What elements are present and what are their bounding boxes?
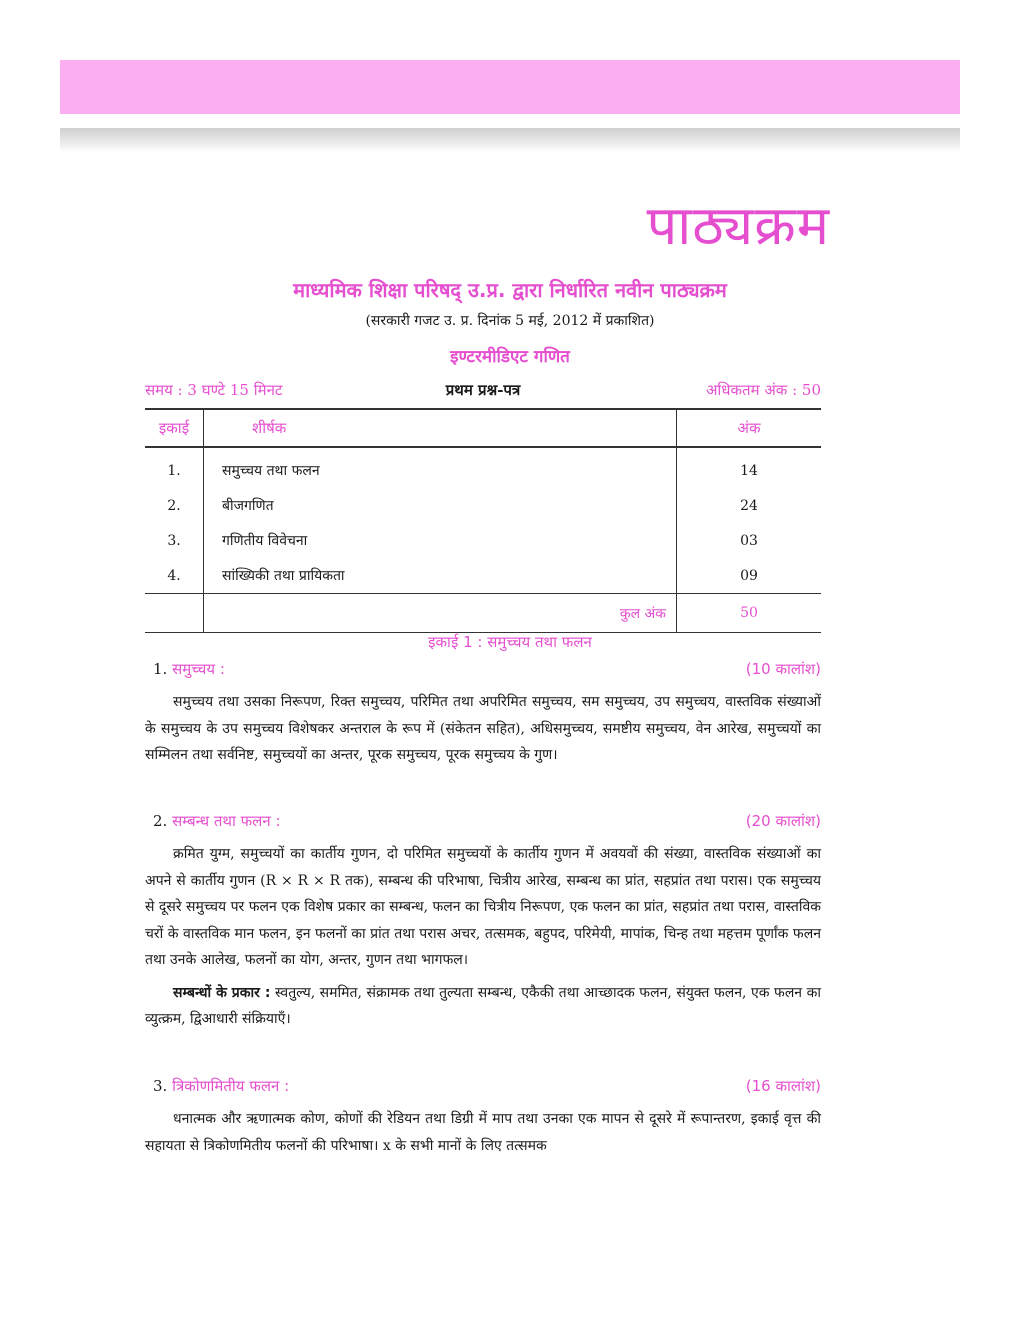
paper-name: प्रथम प्रश्न-पत्र — [445, 381, 521, 399]
row-marks: 03 — [740, 532, 758, 549]
total-label: कुल अंक — [204, 594, 677, 633]
section-text: समुच्चय तथा उसका निरूपण, रिक्त समुच्चय, परिमित तथा अपरिमित समुच्चय, सम समुच्चय, उप समुच्चय, वास्तविक संख्याओं के समुच्चय के उप समुच्चय विशेषकर अन्तराल के रूप में (संकेतन सहित), अधिसमुच्चय, समष्टीय समुच्चय, वेन आरेख, समुच्चयों का सम्मिलन तथा सर्वनिष्ट, समुच्चयों का अन्तर, पूरक समुच्चय, पूरक समुच्चय के गुण। — [145, 694, 821, 763]
section-text: क्रमित युग्म, समुच्चयों का कार्तीय गुणन, दो परिमित समुच्चयों के कार्तीय गुणन में अवयवों की संख्या, वास्तविक संख्याओं का अपने से कार्तीय गुणन (R × R × R तक), सम्बन्ध की परिभाषा, चित्रीय आरेख, सम्बन्ध का प्रांत, सहप्रांत तथा परास। एक समुच्चय से दूसरे समुच्चय पर फलन एक विशेष प्रकार का सम्बन्ध, फलन का चित्रीय निरूपण, एक फलन का प्रांत, सहप्रांत तथा परास, वास्तविक चरों के वास्तविक मान फलन, इन फलनों का प्रांत तथा परास अचर, तत्समक, बहुपद, परिमेयी, मापांक, चिन्ह तथा महत्तम पूर्णांक फलन तथा उनके आलेख, फलनों का योग, अन्तर, गुणन तथा भागफल। — [145, 846, 821, 968]
section-relations-functions — [145, 811, 821, 1033]
row-marks: 14 — [740, 462, 758, 479]
section-title: समुच्चय : — [172, 660, 225, 678]
row-unit: 3. — [145, 523, 204, 558]
unit-heading: इकाई 1 : समुच्चय तथा फलन — [428, 633, 592, 651]
exam-meta-row — [145, 380, 821, 402]
row-marks: 09 — [740, 567, 758, 584]
max-marks: अधिकतम अंक : 50 — [705, 381, 821, 399]
section-periods: (20 कालांश) — [745, 812, 821, 830]
section-title: त्रिकोणमितीय फलन : — [172, 1077, 290, 1095]
section-title: सम्बन्ध तथा फलन : — [172, 812, 281, 830]
section-trig-functions — [145, 1076, 821, 1159]
relation-types-label: सम्बन्धों के प्रकार : — [173, 984, 271, 1001]
table-header-row — [145, 409, 821, 447]
section-periods: (16 कालांश) — [745, 1077, 821, 1095]
table-row — [145, 523, 821, 558]
header-marks: अंक — [677, 409, 822, 447]
header-pink-band — [60, 60, 960, 114]
marks-table — [145, 408, 821, 633]
section-number: 2. — [153, 812, 168, 830]
table-row — [145, 447, 821, 488]
subject-title: इण्टरमीडिएट गणित — [450, 347, 570, 367]
section-heading — [145, 1076, 821, 1100]
section-periods: (10 कालांश) — [745, 660, 821, 678]
exam-time: समय : 3 घण्टे 15 मिनट — [145, 381, 283, 399]
header-topic: शीर्षक — [204, 409, 677, 447]
section-number: 1. — [153, 660, 168, 678]
row-unit: 4. — [145, 558, 204, 594]
page-title: पाठ्यक्रम — [646, 194, 830, 257]
row-unit: 1. — [145, 447, 204, 488]
gazette-note: (सरकारी गजट उ. प्र. दिनांक 5 मई, 2012 में प्रकाशित) — [365, 313, 655, 329]
header-grey-band — [60, 128, 960, 152]
row-topic: गणितीय विवेचना — [204, 523, 677, 558]
table-row — [145, 488, 821, 523]
total-value: 50 — [677, 594, 822, 633]
section-heading — [145, 811, 821, 835]
section-heading — [145, 659, 821, 683]
table-row — [145, 558, 821, 594]
row-marks: 24 — [740, 497, 758, 514]
relation-types-text: स्वतुल्य, सममित, संक्रामक तथा तुल्यता सम्बन्ध, एकैकी तथा आच्छादक फलन, संयुक्त फलन, एक फलन का व्युत्क्रम, द्विआधारी संक्रियाएँ। — [145, 984, 821, 1027]
row-topic: सांख्यिकी तथा प्रायिकता — [204, 558, 677, 594]
row-topic: बीजगणित — [204, 488, 677, 523]
section-number: 3. — [153, 1077, 168, 1095]
board-subtitle: माध्यमिक शिक्षा परिषद् उ.प्र. द्वारा निर्धारित नवीन पाठ्यक्रम — [293, 278, 727, 302]
row-topic: समुच्चय तथा फलन — [204, 447, 677, 488]
table-total-row — [145, 594, 821, 633]
row-unit: 2. — [145, 488, 204, 523]
relation-types-paragraph — [145, 980, 821, 1033]
section-sets — [145, 659, 821, 769]
header-unit: इकाई — [145, 409, 204, 447]
section-text: धनात्मक और ऋणात्मक कोण, कोणों की रेडियन तथा डिग्री में माप तथा उनका एक मापन से दूसरे में रूपान्तरण, इकाई वृत्त की सहायता से त्रिकोणमितीय फलनों की परिभाषा। x के सभी मानों के लिए तत्समक — [145, 1111, 821, 1154]
